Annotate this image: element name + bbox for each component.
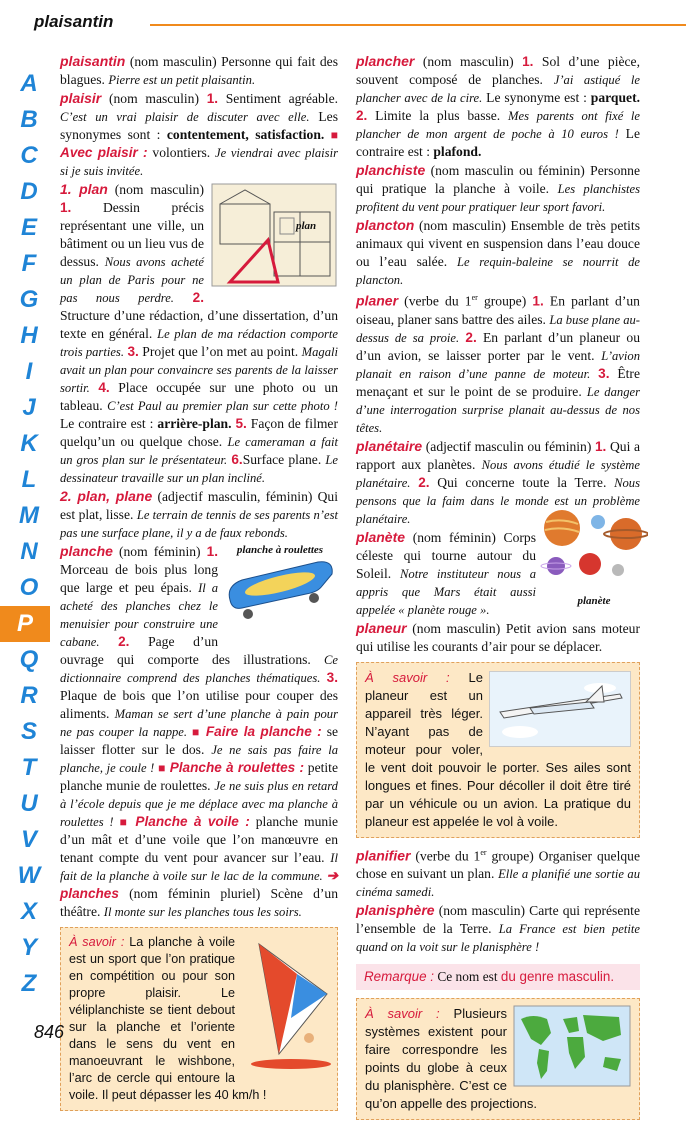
alphabet-letter-y[interactable]: Y (20, 934, 37, 961)
plan-illustration (210, 182, 338, 288)
remark-box: Remarque : Ce nom est du genre masculin. (356, 964, 640, 990)
alphabet-letter-e[interactable]: E (20, 214, 37, 241)
skateboard-caption: planche à roulettes (236, 544, 324, 556)
alphabet-letter-a[interactable]: A (20, 70, 38, 97)
alphabet-letter-p[interactable]: P (0, 606, 50, 642)
page-number: 846 (34, 1022, 65, 1042)
skateboard-image (222, 556, 338, 622)
entry-planer: planer (verbe du 1er groupe) 1. En parlant d’un oiseau, planer sans battre des ailes. La buse plane au-dessus de sa proie. 2. En parlant d’un planeur ou d’un avion, se laisser porter par le vent. L’avion planait en raison d’une panne de moteur. 3. Être menaçant et sur le point de se produire. Le danger d’une interrogation surprise planait au-dessus de nos têtes. (356, 292, 640, 435)
info-box-windsurf: À savoir : La planche à voile est un sport que l’on pratique en compétition ou pour son propre plaisir. Le véliplanchiste se tient debout sur la planche et l’oriente dans le sens du vent en manoeuvrant le wishbone, l’arc de cercle qui entoure la voile. Il peut dépasser les 40 km/h ! (60, 927, 338, 1111)
entry-planetaire: planétaire (adjectif masculin ou féminin) 1. Qui a rapport aux planètes. Nous avons étudié le système planétaire. 2. Qui concerne toute la Terre. Nous pensons que la faim dans le monde est un problème planétaire. (356, 437, 640, 526)
alphabet-letter-w[interactable]: W (17, 862, 41, 889)
alphabet-letter-c[interactable]: C (20, 142, 38, 169)
alphabet-letter-z[interactable]: Z (21, 970, 37, 997)
blueprint-image (210, 182, 338, 288)
alphabet-letter-h[interactable]: H (20, 322, 38, 349)
planets-illustration (540, 508, 648, 607)
entry-planifier: planifier (verbe du 1er groupe) Organiser quelque chose en suivant un plan. Elle a planifié une sortie au cinéma samedi. (356, 847, 640, 900)
entry-plaisantin: plaisantin (nom masculin) Personne qui fait des blagues. Pierre est un petit plaisantin. (60, 53, 338, 87)
info-box-planisphere: À savoir : Plusieurs systèmes existent pour faire correspondre les points du globe à ceux du planisphère. C’est ce qu’on appelle des projections. (356, 998, 640, 1120)
skateboard-illustration (222, 544, 338, 634)
column-right (356, 52, 640, 1126)
running-title: plaisantin (34, 12, 114, 31)
entry-planchiste: planchiste (nom masculin ou féminin) Personne qui pratique la planche à voile. Les planchistes profitent du vent pour pratiquer leur sport favori. (356, 162, 641, 214)
entry-plancton: plancton (nom masculin) Ensemble de très petits animaux qui vivent en suspension dans l’eau douce ou l’eau salée. Le requin-baleine se nourrit de plancton. (356, 217, 640, 287)
alphabet-letter-t[interactable]: T (21, 754, 37, 781)
alphabet-letter-x[interactable]: X (20, 898, 37, 925)
entry-planete: planète (nom féminin) Corps céleste qui tourne autour du Soleil. Notre instituteur nous a appris que Mars était aussi appelée « planète rouge ». (356, 528, 536, 617)
alphabet-letter-i[interactable]: I (25, 358, 33, 385)
entry-plaisir: plaisir (nom masculin) 1. Sentiment agréable. C’est un vrai plaisir de discuter avec elle. Les synonymes sont : contentement, satisfaction. ■ Avec plaisir : volontiers. Je viendrai avec plaisir si je suis invitée. (60, 90, 339, 178)
entry-planeur: planeur (nom masculin) Petit avion sans moteur qui utilise les courants d’air pour se déplacer. (356, 619, 640, 654)
alphabet-letter-o[interactable]: O (19, 574, 39, 601)
entry-plan: 1. plan (nom masculin) 1. Dessin précis représentant une ville, un bâtiment ou un lieu vus de dessus. Nous avons acheté un plan de Paris pour ne pas nous perdre. 2. Structure d’une rédaction, d’une dissertation, d’un texte en général. Le plan de ma rédaction comporte trois parties. 3. Projet que l’on met au point. Magali avait un plan pour convaincre ses parents de la laisser sortir. 4. Place occupée sur une photo ou un tableau. C’est Paul au premier plan sur cette photo ! Le contraire est : arrière-plan. 5. Façon de filmer quelqu’un ou quelque chose. Le cameraman a fait un gros plan sur le présentateur. 6.Surface plane. Le dessinateur travaille sur un plan incliné. (60, 181, 338, 485)
entry-planche: planche (nom féminin) 1. Morceau de bois plus long que large et peu épais. Il a acheté des planches chez le menuisier pour construire une cabane. 2. Page d’un ouvrage qui comporte des illustrations. Ce dictionnaire comprend des planches thématiques. 3. Plaque de bois que l’on utilise pour couper des aliments. Maman se sert d’une planche à pain pour ne pas couper la nappe. ■ Faire la planche : se laisser flotter sur le dos. Je ne sais pas faire la planche, je coule ! ■ Planche à roulettes : petite planche munie de roulettes. Je ne suis plus en retard à l’école depuis que je me déplace avec ma planche à roulettes ! ■ Planche à voile : planche munie d’un mât et d’une voile que l’on manœuvre en tenant compte du vent pour avancer sur l’eau. Il fait de la planche à voile sur le lac de la commune. ➔ planches (nom féminin pluriel) Scène d’un théâtre. Il monte sur les planches tous les soirs. (60, 543, 339, 919)
plan-caption: plan (296, 220, 317, 232)
alphabet-letter-q[interactable]: Q (19, 646, 39, 673)
alphabet-letter-u[interactable]: U (20, 790, 38, 817)
alphabet-letter-d[interactable]: D (20, 178, 38, 205)
alphabet-letter-k[interactable]: K (20, 430, 38, 457)
header-rule (150, 24, 686, 26)
world-map-image (513, 1005, 631, 1087)
windsurf-image (239, 934, 335, 1074)
column-left (60, 52, 338, 1117)
alphabet-letter-b[interactable]: B (20, 106, 38, 133)
glider-image (489, 671, 631, 747)
alphabet-letter-m[interactable]: M (19, 502, 39, 529)
planets-image (540, 508, 648, 590)
alphabet-letter-v[interactable]: V (20, 826, 37, 853)
alphabet-letter-g[interactable]: G (19, 286, 39, 313)
alphabet-letter-f[interactable]: F (21, 250, 37, 277)
alphabet-letter-n[interactable]: N (20, 538, 38, 565)
alphabet-index (0, 66, 58, 1002)
alphabet-letter-l[interactable]: L (21, 466, 37, 493)
entry-planisphere: planisphère (nom masculin) Carte qui représente l’ensemble de la Terre. La France est bien petite quand on la voit sur le planisphère ! (356, 902, 640, 955)
alphabet-letter-r[interactable]: R (20, 682, 38, 709)
planets-caption: planète (577, 594, 611, 607)
info-box-glider: À savoir : Le planeur est un appareil très léger. N’ayant pas de moteur pour voler, le vent doit pouvoir le porter. Ses ailes sont longues et fines. Pour décoller il doit être tiré par un véhicule ou un avion. La pratique du planeur est appelée le vol à voile. (356, 662, 640, 838)
alphabet-letter-j[interactable]: J (22, 394, 36, 421)
entry-plancher: plancher (nom masculin) 1. Sol d’une pièce, souvent composé de planches. J’ai astiqué le plancher avec de la cire. Le synonyme est : parquet. 2. Limite la plus basse. Mes parents ont fixé le plancher de mon argent de poche à 10 euros ! Le contraire est : plafond. (356, 53, 640, 159)
entry-plan-adjective: 2. plan, plane (adjectif masculin, féminin) Qui est plat, lisse. Le terrain de tennis de ses parents n’est pas une surface plane, il y a de faux rebonds. (60, 488, 338, 540)
alphabet-letter-s[interactable]: S (20, 718, 37, 745)
